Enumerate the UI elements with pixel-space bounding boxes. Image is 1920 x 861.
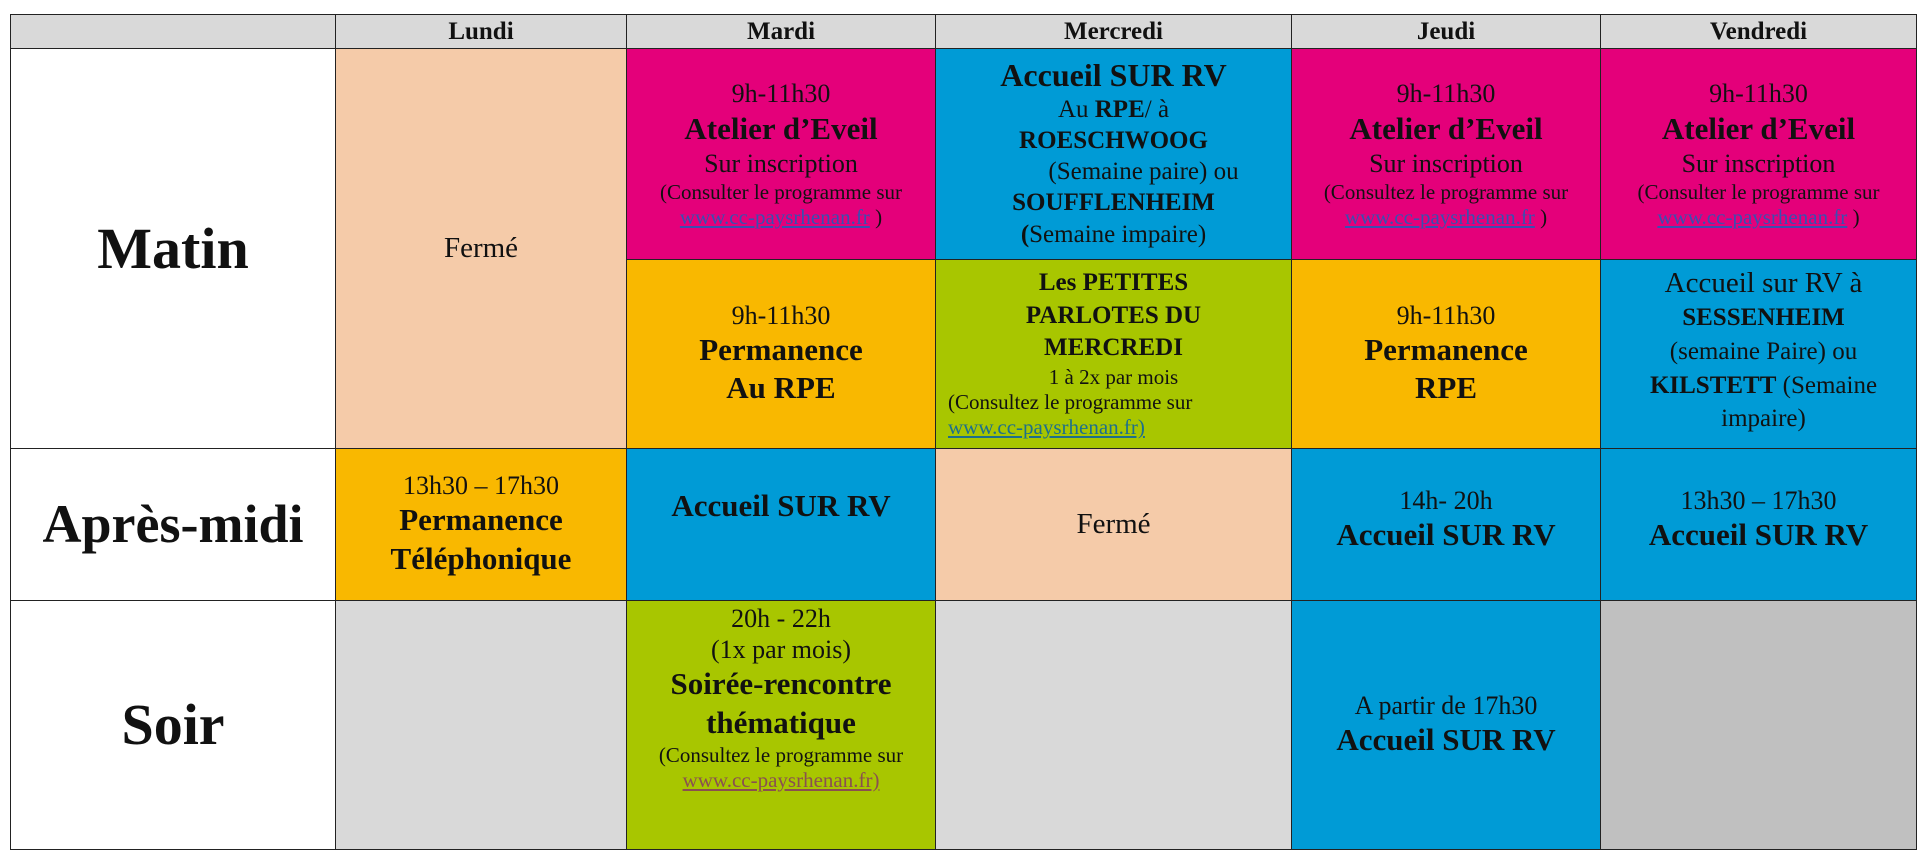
time-label: 13h30 – 17h30 [403, 470, 559, 500]
cell-soir-vendredi-empty [1601, 600, 1917, 849]
frequency-label: 1 à 2x par mois [1048, 364, 1179, 389]
week-parity-note: Semaine impaire) [1029, 220, 1207, 248]
header-vendredi: Vendredi [1601, 15, 1917, 49]
cell-apres-midi-jeudi [1292, 448, 1601, 600]
time-label: 9h-11h30 [1396, 300, 1496, 330]
time-label: A partir de 17h30 [1354, 690, 1538, 720]
activity-title-line1: Permanence [1364, 331, 1528, 367]
cell-apres-midi-mercredi [936, 448, 1292, 600]
activity-title: Atelier d’Eveil [1661, 110, 1856, 146]
time-label: 13h30 – 17h30 [1680, 485, 1837, 515]
activity-title-line1: Permanence [699, 331, 863, 367]
text-fragment: Au [1057, 95, 1095, 123]
note-label: Sur inscription [1369, 149, 1523, 179]
activity-title: Accueil SUR RV [671, 487, 891, 523]
paren-open: ( [1020, 220, 1030, 248]
week-parity-note: (semaine Paire) ou [1669, 337, 1858, 365]
cell-matin-mercredi-accueil [936, 49, 1292, 260]
rpe-label: RPE [1094, 95, 1145, 123]
note-label: Sur inscription [1681, 149, 1836, 179]
activity-title: Accueil sur RV à [1664, 267, 1863, 300]
consult-label: (Consultez le programme sur [948, 390, 1193, 415]
cell-apres-midi-mardi [627, 448, 936, 600]
cell-soir-mercredi-empty [936, 600, 1292, 849]
period-matin: Matin [11, 49, 336, 448]
time-label: 9h-11h30 [731, 300, 831, 330]
activity-title-line2: thématique [706, 704, 856, 740]
close-paren: ) [869, 204, 883, 229]
cell-matin-jeudi-atelier [1292, 49, 1601, 260]
apres-midi-row [11, 448, 1917, 600]
closed-label: Fermé [1076, 507, 1151, 540]
header-row [11, 15, 1917, 49]
location-roeschwoog: ROESCHWOOG [1019, 126, 1208, 154]
location-kilstett: KILSTETT [1649, 371, 1777, 399]
activity-title-line2: Téléphonique [390, 540, 572, 576]
consult-label: (Consulter le programme sur [1637, 179, 1880, 204]
cell-matin-jeudi-permanence [1292, 260, 1601, 448]
activity-title-line1: Les PETITES [1038, 269, 1189, 297]
cell-matin-mercredi-parlotes [936, 260, 1292, 448]
program-link[interactable]: www.cc-paysrhenan.fr) [682, 767, 880, 792]
header-mercredi: Mercredi [936, 15, 1292, 49]
consult-label: (Consulter le programme sur [659, 179, 903, 204]
cell-soir-mardi [627, 600, 936, 849]
soir-row [11, 600, 1917, 849]
activity-title: Accueil SUR RV [1336, 516, 1556, 552]
time-label: 9h-11h30 [731, 79, 831, 109]
close-paren: ) [1534, 204, 1548, 229]
text-fragment: / à [1144, 95, 1170, 123]
cell-matin-lundi [336, 49, 627, 448]
program-link[interactable]: www.cc-paysrhenan.fr [1657, 204, 1848, 229]
activity-title: Accueil SUR RV [1648, 516, 1869, 552]
week-parity-note: (Semaine paire) ou [1048, 158, 1239, 186]
time-label: 14h- 20h [1399, 485, 1493, 515]
program-link[interactable]: www.cc-paysrhenan.fr [1344, 204, 1535, 229]
program-link[interactable]: www.cc-paysrhenan.fr [679, 204, 870, 229]
program-link[interactable]: www.cc-paysrhenan.fr) [948, 415, 1145, 440]
close-paren: ) [1847, 204, 1860, 229]
header-jeudi: Jeudi [1292, 15, 1601, 49]
header-empty-cell [11, 15, 336, 49]
time-label: 9h-11h30 [1396, 79, 1496, 109]
header-lundi: Lundi [336, 15, 627, 49]
cell-apres-midi-vendredi [1601, 448, 1917, 600]
frequency-label: (1x par mois) [710, 634, 852, 664]
activity-title-line1: Permanence [399, 501, 563, 537]
activity-title: Accueil SUR RV [1336, 722, 1556, 758]
cell-matin-vendredi-atelier [1601, 49, 1917, 260]
activity-title-line2: PARLOTES DU [1025, 301, 1202, 329]
cell-matin-mardi-permanence [627, 260, 936, 448]
period-soir: Soir [11, 600, 336, 849]
cell-soir-lundi-empty [336, 600, 627, 849]
activity-title-line1: Soirée-rencontre [670, 666, 892, 702]
activity-title-line2: RPE [1415, 370, 1477, 406]
activity-title: Accueil SUR RV [1000, 57, 1227, 94]
consult-label: (Consultez le programme sur [658, 742, 904, 767]
time-label: 20h - 22h [731, 603, 831, 633]
week-parity-note: impaire) [1721, 405, 1806, 433]
time-label: 9h-11h30 [1709, 79, 1808, 109]
closed-label: Fermé [443, 231, 519, 264]
location-sessenheim: SESSENHEIM [1682, 304, 1845, 332]
cell-matin-vendredi-accueil [1601, 260, 1917, 448]
schedule-table [10, 14, 1917, 850]
activity-title: Atelier d’Eveil [684, 110, 878, 146]
matin-row-top [11, 49, 1917, 260]
cell-soir-jeudi [1292, 600, 1601, 849]
cell-matin-mardi-atelier [627, 49, 936, 260]
activity-title: Atelier d’Eveil [1349, 110, 1543, 146]
consult-label: (Consultez le programme sur [1323, 179, 1569, 204]
cell-apres-midi-lundi [336, 448, 627, 600]
note-label: Sur inscription [704, 149, 858, 179]
location-soufflenheim: SOUFFLENHEIM [1012, 189, 1215, 217]
period-apres-midi: Après-midi [11, 448, 336, 600]
activity-title-line3: MERCREDI [1044, 334, 1183, 362]
activity-title-line2: Au RPE [726, 370, 836, 406]
week-parity-note: (Semaine [1776, 371, 1878, 399]
header-mardi: Mardi [627, 15, 936, 49]
